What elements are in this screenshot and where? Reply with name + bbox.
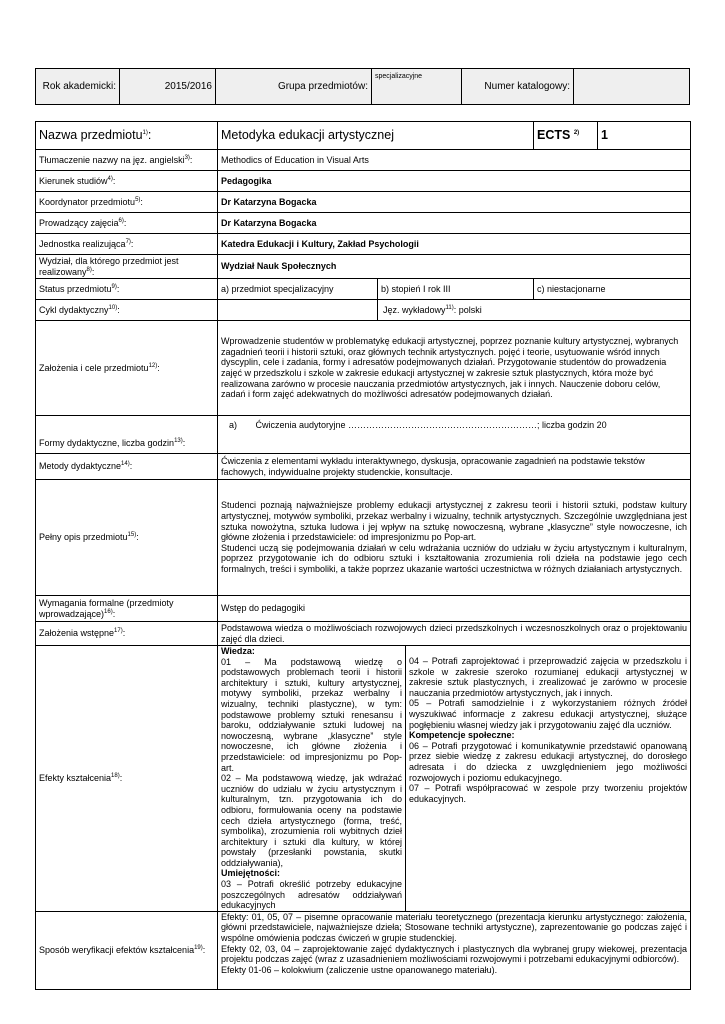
opis-p2: Studenci uczą się podejmowania działań w celu wdrażania uczniów do udziału w życiu artystycznym i kulturalnym, poprzez przygotowanie ich do odbioru sztuki i kształtowania zrozumienia roli dzieła na podstawie jego cech formalnych, treści i symboliki, a także poprzez ukazanie wartości uczestnictwa w różnych działaniach artystycznych. (221, 542, 687, 574)
cykl-label: Cykl dydaktyczny$^{10)}$: (36, 300, 218, 321)
koord-label: Koordynator przedmiotu$^{5)}$: (36, 192, 218, 213)
wydz-label: Wydział, dla którego przedmiot jest realizowany$^{8)}$: (36, 255, 218, 279)
numer-label: Numer katalogowy: (462, 69, 574, 105)
wydz-value: Wydział Nauk Społecznych (218, 255, 691, 279)
efekt-01: 01 – Ma podstawową wiedzę o podstawowych problemach teorii i historii architektury i sztuki, kultury artystycznej, motywy symboliki, przekaz werbalny i wizualny, techniki plastyczne), w tym: podstawowe problemy sztuki renesansu i baroku, oddziaływanie sztuki ludowej na nowoczesną, wybrane „klasyczne” style nowoczesne, ich główne złożenia i przedstawiciele: od impresjonizmu po Pop-art. (221, 656, 402, 773)
efekt-03: 03 – Potrafi określić potrzeby edukacyjne poszczególnych adresatów oddziaływań edukacyjnych (221, 879, 402, 911)
ects-label: ECTS $^{2)}$ (534, 122, 598, 150)
formy-value-cell (218, 416, 691, 454)
header-table (35, 68, 574, 105)
opis-label: Pełny opis przedmiotu$^{15)}$: (36, 480, 218, 596)
jez-cell: Jęz. wykładowy$^{11)}$: polski (378, 300, 691, 321)
zal-value: Wprowadzenie studentów w problematykę edukacji artystycznej, poprzez poznanie kultury artystycznej, wybranych zagadnień teorii i historii sztuki, oraz głównych technik artystycznych. pojęć i teorie, usytuowanie wśród innych dyscyplin, cele i zadania, formy i adresatów podejmowanych działań. Przygotowanie studentów do prowadzenia zajęć w przedszkolu i szkole w zakresie edukacji artystycznej w zakresie sztuk plastycznych, która może być realizowana zarówno w procesie nauczania przedmiotów artystycznych, jak i innych. Nauczenie doboru celów, zadań i form zajęć adekwatnych do możliwości adresatów podejmowanych działań. (218, 321, 691, 416)
efekt-02: 02 – Ma podstawową wiedzę, jak wdrażać uczniów do udziału w życiu artystycznym i kulturalnym, tzn. przygotowania ich do odbioru, formułowania oceny na podstawie cech dzieła artystycznego (forma, treść, symbolika), zrozumienia roli wybitnych dzieł architektury i sztuki dla kultury, w której powstały (przesłanki powstania, skutki oddziaływania), (221, 773, 402, 868)
spos-3: Efekty 01-06 – kolokwium (zaliczenie ustne opanowanego materiału). (221, 964, 498, 975)
course-form (35, 121, 691, 990)
nazwa-value: Metodyka edukacji artystycznej (218, 122, 534, 150)
spos-value (218, 911, 691, 989)
formy-bullet: a) (229, 420, 238, 430)
kier-value: Pedagogika (218, 171, 691, 192)
opis-p1: Studenci poznają najważniejsze problemy edukacji artystycznej z zakresu teorii i historii sztuki, podstaw kultury artystycznej, motywów symboliki, przekaz werbalny i wizualny, technik artystycznych. Szczególnie uwzględniana jest sztuka nowożytna, sztuka ludowa i jej wpływ na sztukę nowoczesną, wybrane „klasyczne” style nowoczesne, ich główne złożenia i przedstawiciele: od impresjonizmu po Pop-art. (221, 500, 687, 543)
efekty-left (218, 646, 406, 912)
opis-value (218, 480, 691, 596)
koord-value: Dr Katarzyna Bogacka (218, 192, 691, 213)
wym-label: Wymagania formalne (przedmioty wprowadzające)$^{16)}$: (36, 596, 218, 622)
wym-value: Wstęp do pedagogiki (218, 596, 691, 622)
efekt-04: 04 – Potrafi zaprojektować i przeprowadzić zajęcia w przedszkolu i szkole w zakresie szeroko rozumianej edukacji artystycznej w zakresie sztuk plastycznych, i zrealizować je zarówno w procesie nauczania przedmiotów artystycznych, jak i innych. (409, 656, 687, 698)
spos-1: Efekty: 01, 05, 07 – pisemne opracowanie materiału teoretycznego (prezentacja kierunku artystycznego: założenia, główni przedstawiciele, najważniejsze dzieła; Stosowane techniki artystyczne), zaprezentowanie go podczas zajęć i wspólne omówienia podczas ćwiczeń w grupie studenckiej. (221, 911, 687, 944)
cykl-value (218, 300, 378, 321)
efekty-right (406, 646, 691, 912)
metody-value: Ćwiczenia z elementami wykładu interaktywnego, dyskusja, opracowanie zagadnień na podstawie tekstów fachowych, indywidualne projekty studenckie, konsultacje. (218, 454, 691, 480)
jedn-value: Katedra Edukacji i Kultury, Zakład Psychologii (218, 234, 691, 255)
numer-value-box (573, 68, 690, 105)
tlum-value: Methodics of Education in Visual Arts (218, 150, 691, 171)
rok-label: Rok akademicki: (36, 69, 120, 105)
prow-value: Dr Katarzyna Bogacka (218, 213, 691, 234)
wiedza-head: Wiedza: (221, 646, 255, 656)
numer-value (574, 69, 690, 105)
zalw-label: Założenia wstępne$^{17)}$: (36, 622, 218, 646)
komp-head: Kompetencje społeczne: (409, 730, 515, 741)
ects-value: 1 (598, 122, 691, 150)
spos-2: Efekty 02, 03, 04 – zaprojektowanie zajęć dydaktycznych i plastycznych dla wybranej grupy wiekowej, prezentacja projektu podczas zajęć (wraz z uzasadnieniem możliwościami rozwojowymi i potrzebami edukacyjnymi odbiorców). (221, 943, 687, 965)
status-label: Status przedmiotu$^{9)}$: (36, 279, 218, 300)
status-b: b) stopień I rok III (378, 279, 534, 300)
rok-value: 2015/2016 (120, 69, 216, 105)
status-c: c) niestacjonarne (534, 279, 691, 300)
umiej-head: Umiejętności: (221, 868, 281, 879)
zal-label: Założenia i cele przedmiotu$^{12)}$: (36, 321, 218, 416)
nazwa-label: Nazwa przedmiotu$^{1)}$: (36, 122, 218, 150)
metody-label: Metody dydaktyczne$^{14)}$: (36, 454, 218, 480)
efekt-05: 05 – Potrafi samodzielnie i z wykorzystaniem różnych źródeł wyszukiwać informacje z zakresu edukacji artystycznej, służące pogłębieniu własnej wiedzy jak i przygotowaniu zajęć dla uczniów. (409, 698, 687, 730)
zalw-value: Podstawowa wiedza o możliwościach rozwojowych dzieci przedszkolnych i wczesnoszkolnych oraz o projektowaniu zajęć dla dzieci. (218, 622, 691, 646)
kier-label: Kierunek studiów$^{4)}$: (36, 171, 218, 192)
efekt-06: 06 – Potrafi przygotować i komunikatywnie przedstawić opanowaną przez siebie wiedzę z zakresu edukacji artystycznej, do dorosłego adresata i do dziecka z uwzględnieniem jego możliwości rozwojowych i poziomu edukacyjnego. (409, 740, 687, 783)
jedn-label: Jednostka realizująca$^{7)}$: (36, 234, 218, 255)
grupa-label: Grupa przedmiotów: (216, 69, 372, 105)
status-a: a) przedmiot specjalizacyjny (218, 279, 378, 300)
efekty-label: Efekty kształcenia$^{18)}$: (36, 646, 218, 912)
prow-label: Prowadzący zajęcia$^{6)}$: (36, 213, 218, 234)
grupa-value: specjalizacyjne (372, 69, 462, 105)
formy-value: Ćwiczenia audytoryjne ………………………………………………………; liczba godzin 20 (255, 420, 607, 430)
efekt-07: 07 – Potrafi współpracować w zespole przy tworzeniu projektów edukacyjnych. (409, 783, 687, 804)
spos-label: Sposób weryfikacji efektów kształcenia$^{19)}$: (36, 911, 218, 989)
formy-label: Formy dydaktyczne, liczba godzin$^{13)}$: (36, 416, 218, 454)
tlum-label: Tłumaczenie nazwy na jęz. angielski$^{3)}$: (36, 150, 218, 171)
